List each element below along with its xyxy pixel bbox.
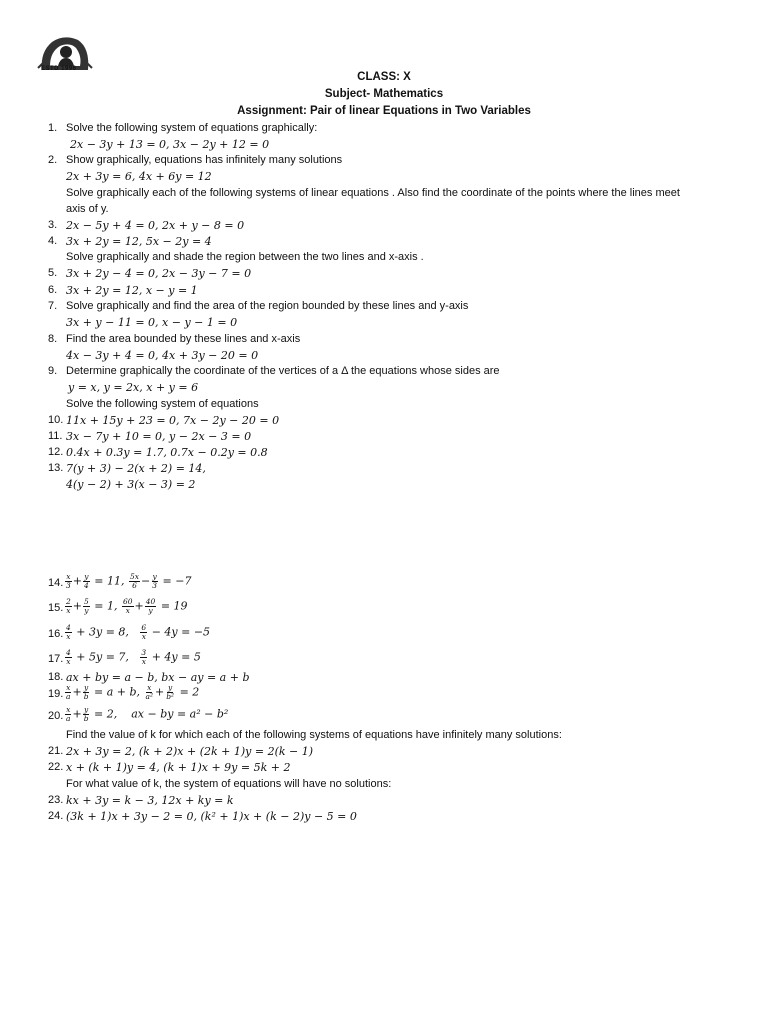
fraction: $\frac{5}{y}$ [84,597,89,615]
q9-number: 9. [48,365,58,377]
fraction: $\frac{2}{x}$ [66,597,71,615]
q4-number: 4. [48,235,58,247]
q19-number: 19. [48,688,64,700]
fraction: $\frac{x}{3}$ [66,572,71,590]
q11-equations: 3x − 7y + 10 = 0, y − 2x − 3 = 0 [66,430,252,443]
q7-number: 7. [48,300,58,312]
q4-equations: 3x + 2y = 12, 5x − 2y = 4 [66,235,212,248]
q13-number: 13. [48,462,64,474]
q7-text: Solve graphically and find the area of the region bounded by these lines and y-axis [66,300,469,312]
fraction: $\frac{x}{a}$ [66,683,71,701]
q8-number: 8. [48,333,58,345]
q18-number: 18. [48,671,64,683]
q12-number: 12. [48,446,64,458]
q8-equations: 4x − 3y + 4 = 0, 4x + 3y − 20 = 0 [66,349,259,362]
q11-number: 11. [48,430,63,442]
q9-equations: y = x, y = 2x, x + y = 6 [68,381,199,394]
subject-heading: Subject- Mathematics [324,88,444,100]
instruction-2: Solve graphically and shade the region between the two lines and x-axis . [66,251,424,263]
q24-equations: (3k + 1)x + 3y − 2 = 0, (k² + 1)x + (k − 2)y − 5 = 0 [66,810,357,823]
fraction: $\frac{40}{y}$ [145,597,156,615]
q14-number: 14. [48,577,64,589]
instruction-1a: Solve graphically each of the following systems of linear equations . Also find the coordinate of the points where the lines meet [66,187,680,199]
q6-equations: 3x + 2y = 12, x − y = 1 [66,284,198,297]
q5-number: 5. [48,267,58,279]
fraction: $\frac{x}{a}$ [66,705,71,723]
q21-equations: 2x + 3y = 2, (k + 2)x + (2k + 1)y = 2(k − 1) [66,745,314,758]
q5-equations: 3x + 2y − 4 = 0, 2x − 3y − 7 = 0 [66,267,252,280]
q16-equations: $\frac{4}{x}$ + 3y = 8, $\frac{6}{x}$ − 4y = −5 [66,623,211,641]
logo-text: ESTD 1996 [41,66,77,72]
q22-equations: x + (k + 1)y = 4, (k + 1)x + 9y = 5k + 2 [66,761,291,774]
instruction-5: For what value of k, the system of equations will have no solutions: [66,778,392,790]
q1-number: 1. [48,122,58,134]
q10-number: 10. [48,414,64,426]
q20-equations: $\frac{x}{a}$ + $\frac{y}{b}$ = 2, ax − by = a² − b² [66,705,229,723]
assignment-title: Assignment: Pair of linear Equations in Two Variables [237,105,531,117]
q20-number: 20. [48,710,64,722]
q8-text: Find the area bounded by these lines and x-axis [66,333,301,345]
q23-number: 23. [48,794,64,806]
q18-equations: ax + by = a − b, bx − ay = a + b [66,671,250,684]
fraction: $\frac{y}{\text{b²}}$ [166,683,175,701]
q3-equations: 2x − 5y + 4 = 0, 2x + y − 8 = 0 [66,219,245,232]
class-heading: CLASS: X [357,71,411,83]
q7-equations: 3x + y − 11 = 0, x − y − 1 = 0 [66,316,238,329]
q13-equation-2: 4(y − 2) + 3(x − 3) = 2 [66,478,196,491]
q1-equations: 2x − 3y + 13 = 0, 3x − 2y + 12 = 0 [70,138,270,151]
fraction: $\frac{5x}{6}$ [130,572,140,590]
fraction: $\frac{6}{x}$ [141,623,147,641]
q12-equations: 0.4x + 0.3y = 1.7, 0.7x − 0.2y = 0.8 [66,446,268,459]
q14-equations: $\frac{x}{3}$ + $\frac{y}{4}$ = 11, $\frac{5x}{6}$ − $\frac{y}{3}$ = −7 [66,572,192,590]
q2-number: 2. [48,154,58,166]
fraction: $\frac{4}{x}$ [66,648,71,666]
instruction-1b: axis of y. [66,203,109,215]
q23-equations: kx + 3y = k − 3, 12x + ky = k [66,794,234,807]
instruction-3: Solve the following system of equations [66,398,259,410]
fraction: $\frac{x}{\text{a²}}$ [145,683,154,701]
fraction: $\frac{60}{x}$ [123,597,133,615]
q16-number: 16. [48,628,64,640]
q24-number: 24. [48,810,64,822]
q13-equation-1: 7(y + 3) − 2(x + 2) = 14, [66,462,206,475]
fraction: $\frac{y}{3}$ [152,572,158,590]
q1-text: Solve the following system of equations graphically: [66,122,318,134]
q15-number: 15. [48,602,64,614]
fraction: $\frac{4}{x}$ [66,623,71,641]
q19-equations: $\frac{x}{a}$ + $\frac{y}{b}$ = a + b, $\frac{x}{\text{a²}}$ + $\frac{y}{\text{b²}}$ = 2 [66,683,200,701]
fraction: $\frac{y}{b}$ [83,683,89,701]
fraction: $\frac{3}{x}$ [141,648,147,666]
q6-number: 6. [48,284,58,296]
q3-number: 3. [48,219,58,231]
q17-number: 17. [48,653,64,665]
fraction: $\frac{y}{b}$ [83,705,89,723]
q22-number: 22. [48,761,64,773]
fraction: $\frac{y}{4}$ [84,572,89,590]
q2-equations: 2x + 3y = 6, 4x + 6y = 12 [66,170,212,183]
q2-text: Show graphically, equations has infinitely many solutions [66,154,343,166]
q15-equations: $\frac{2}{x}$ + $\frac{5}{y}$ = 1, $\frac{60}{x}$ + $\frac{40}{y}$ = 19 [66,597,188,615]
q21-number: 21. [48,745,64,757]
q9-text: Determine graphically the coordinate of the vertices of a Δ the equations whose sides are [66,365,500,377]
q17-equations: $\frac{4}{x}$ + 5y = 7, $\frac{3}{x}$ + 4y = 5 [66,648,201,666]
q10-equations: 11x + 15y + 23 = 0, 7x − 2y − 20 = 0 [66,414,280,427]
instruction-4: Find the value of k for which each of the following systems of equations have infinitely many solutions: [66,729,562,741]
